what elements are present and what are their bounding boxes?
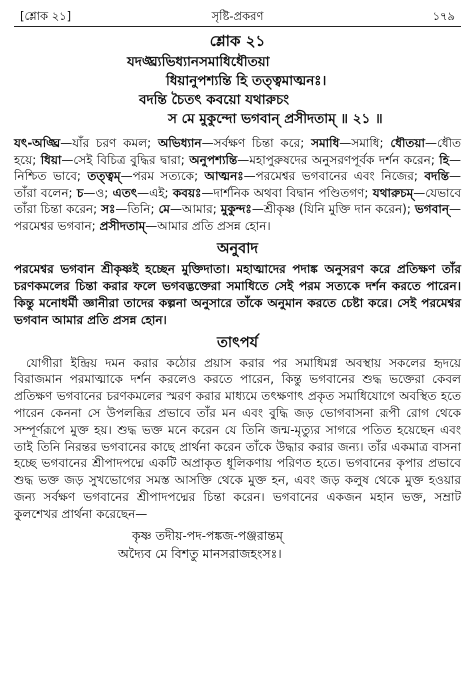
synonym-meaning: সেই বিচিত্র বুদ্ধির দ্বারা	[73, 152, 181, 167]
synonym-meaning: সমাধি	[351, 136, 380, 150]
synonym-meaning: আমার	[181, 202, 213, 217]
sanskrit-line: যদঙ্ঘ্র্যভিধ্যানসমাধিধৌতয়া	[127, 54, 270, 70]
synonym-meaning: নিশ্চিত ভাবে	[14, 169, 77, 184]
purport-text: যোগীরা ইন্দ্রিয় দমন করার কঠোর প্রয়াস করার পর সমাধিমগ্ন অবস্থায় সকলের হৃদয়ে বিরাজমান পরমাত্মাকে দর্শন করলেও করতে পারেন, কিন্তু ভগবানের শুদ্ধ ভক্তেরা কেবল প্রতিক্ষণ ভগবানের চরণকমলের স্মরণ করার মাধ্যমে তৎক্ষণাৎ প্রকৃত সমাধিযোগে অবস্থিত হতে পারেন কেননা সে উপলব্ধির প্রভাবে তাঁর মন এবং বুদ্ধি জড় ভোগবাসনা রূপী রোগ থেকে সম্পূর্ণরূপে মুক্ত হয়। শুদ্ধ ভক্ত মনে করেন যে তিনি জন্ম-মৃত্যুর সাগরে পতিত হয়েছেন এবং তাই তিনি নিরন্তর ভগবানের কাছে প্রার্থনা করেন তাঁকে উদ্ধার করার জন্য। তাঁর একমাত্র বাসনা হচ্ছে ভগবানের শ্রীপাদপদ্মে একটি অপ্রাকৃত ধূলিকণায় পরিণত হতে। ভগবানের কৃপার প্রভাবে শুদ্ধ ভক্ত জড় সুখভোগের সমস্ত আসক্তি থেকে মুক্ত হন, এবং জড় কলুষ থেকে মুক্ত হওয়ার জন্য সর্বক্ষণ ভগবানের শ্রীপাদপদ্মের চিন্তা করেন। ভগবানের একজন মহান ভক্ত, সম্রাট কুলশেখর প্রার্থনা করেছেন—	[14, 355, 461, 521]
synonym-term: এতৎ	[112, 185, 138, 200]
synonym-meaning: আমার প্রতি প্রসন্ন হোন	[157, 218, 267, 233]
synonym-term: ধিয়া	[40, 152, 62, 167]
synonym-term: আত্মনঃ	[204, 169, 244, 184]
synonym-term: যৎ-অঙ্ঘ্রি	[14, 136, 61, 150]
synonym-term: কবয়ঃ	[172, 185, 202, 200]
word-for-word-synonyms: যৎ-অঙ্ঘ্রি—যাঁর চরণ কমল; অভিধ্যান—সর্বক্ষণ চিন্তা করে; সমাধি—সমাধি; ধৌতয়া—ধৌত হয়ে; ধিয়া—সেই বিচিত্র বুদ্ধির দ্বারা; অনুপশ্যন্তি—মহাপুরুষদের অনুসরণপূর্বক দর্শন করেন; হি—নিশ্চিত ভাবে; তত্ত্বম্—পরম সত্যকে; আত্মনঃ—পরমেশ্বর ভগবানের এবং নিজের; বদন্তি—তাঁরা বলেন; চ—ও; এতৎ—এই; কবয়ঃ—দার্শনিক অথবা বিদ্বান পণ্ডিতগণ; যথারুচম্—যেভাবে তাঁরা চিন্তা করেন; সঃ—তিনি; মে—আমার; মুকুন্দঃ—শ্রীকৃষ্ণ (যিনি মুক্তি দান করেন); ভগবান্—পরমেশ্বর ভগবান; প্রসীদতাম্—আমার প্রতি প্রসন্ন হোন।	[14, 136, 462, 233]
synonym-term: সঃ	[101, 202, 116, 217]
synonym-meaning: তাঁরা বলেন	[14, 185, 69, 200]
synonym-term: মুকুন্দঃ	[220, 202, 252, 217]
verse-reference: [শ্লোক ২১]	[20, 9, 72, 23]
synonym-term: ধৌতয়া	[390, 136, 425, 150]
synonym-meaning: পরমেশ্বর ভগবান	[14, 218, 92, 233]
sanskrit-line: বদন্তি চৈতৎ কবয়ো যথারুচং	[139, 92, 290, 108]
sanskrit-line: ধিয়ানুপশ্যন্তি হি তত্ত্বমাত্মনঃ।	[166, 73, 327, 89]
synonym-term: ভগবান্	[414, 202, 449, 217]
translation-text: পরমেশ্বর ভগবান শ্রীকৃষ্ণই হচ্ছেন মুক্তিদাতা। মহাত্মাদের পদাঙ্ক অনুসরণ করে প্রতিক্ষণ তাঁর চরণকমলের চিন্তা করার ফলে ভগবদ্ভক্তেরা সমাধিতে সেই পরম সত্যকে দর্শন করতে পারেন। কিন্তু মনোধর্মী জ্ঞানীরা তাদের কল্পনা অনুসারে তাঁকে অনুমান করতে চেষ্টা করে। সেই পরমেশ্বর ভগবান আমার প্রতি প্রসন্ন হোন।	[14, 261, 461, 327]
quote-line: অদ্যৈব মে বিশতু মানসরাজহংসঃ।	[118, 545, 282, 561]
chapter-title: সৃষ্টি-প্রকরণ	[211, 9, 264, 23]
synonym-term: অনুপশ্যন্তি	[189, 152, 238, 167]
synonym-term: অভিধ্যান	[157, 136, 202, 150]
synonym-term: মে	[158, 202, 170, 217]
synonym-term: যথারুচম্	[372, 185, 414, 200]
purport-heading: তাৎপর্য	[216, 334, 259, 351]
header-divider	[14, 26, 461, 27]
sanskrit-line: স মে মুকুন্দো ভগবান্ প্রসীদতাম্ ॥ ২১ ॥	[168, 111, 383, 127]
synonym-term: তত্ত্বম্	[87, 169, 121, 184]
synonym-term: চ	[76, 185, 84, 200]
synonym-meaning: যাঁর চরণ কমল	[72, 136, 148, 150]
verse-number: শ্লোক ২১	[209, 32, 266, 50]
synonym-term: হি	[439, 152, 450, 167]
quote-line: কৃষ্ণ তদীয়-পদ-পঙ্কজ-পঞ্জরান্তম্	[132, 527, 283, 543]
synonym-meaning: তিনি	[127, 202, 151, 217]
synonym-term: বদন্তি	[424, 169, 450, 184]
synonym-term: প্রসীদতাম্	[99, 218, 146, 233]
translation-heading: অনুবাদ	[216, 240, 259, 257]
sanskrit-verse	[14, 53, 461, 129]
synonym-meaning: পরমেশ্বর ভগবানের এবং নিজের	[255, 169, 414, 184]
synonym-term: সমাধি	[311, 136, 340, 150]
synonym-meaning: ধৌত হয়ে	[14, 136, 462, 167]
synonym-meaning: দার্শনিক অথবা বিদ্বান পণ্ডিতগণ	[213, 185, 365, 200]
running-head	[14, 6, 461, 26]
quoted-verse	[14, 527, 461, 563]
synonym-meaning: যেভাবে তাঁরা চিন্তা করেন	[14, 185, 462, 217]
synonym-meaning: এই	[149, 185, 165, 200]
page-number: ১৭৯	[432, 9, 455, 23]
synonym-meaning: ও	[95, 185, 105, 200]
synonym-meaning: মহাপুরুষদের অনুসরণপূর্বক দর্শন করেন	[249, 152, 431, 167]
synonym-meaning: পরম সত্যকে	[132, 169, 195, 184]
synonym-meaning: সর্বক্ষণ চিন্তা করে	[213, 136, 301, 150]
synonym-meaning: শ্রীকৃষ্ণ (যিনি মুক্তি দান করেন)	[263, 202, 407, 217]
